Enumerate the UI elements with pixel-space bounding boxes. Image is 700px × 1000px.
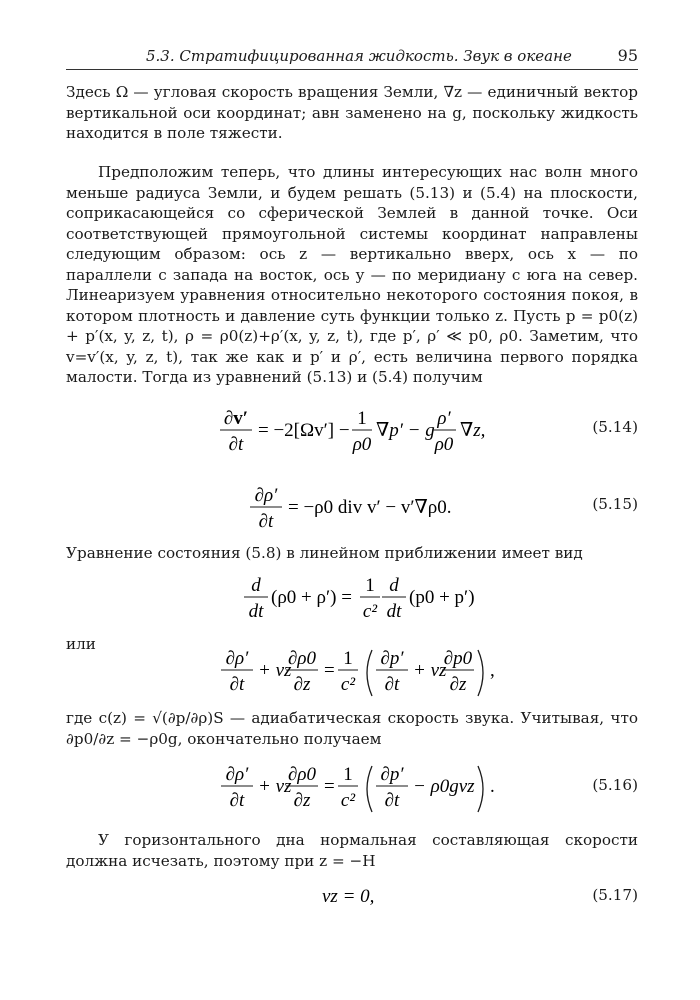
- paragraph-3: Уравнение состояния (5.8) в линейном приближении имеет вид: [66, 544, 583, 562]
- eq17-body: vz = 0,: [322, 886, 375, 907]
- eq14-frac2-num: ρ′: [437, 408, 451, 429]
- eqo-f2-den: ∂z: [293, 674, 311, 695]
- eqo-f5-num: ∂p0: [443, 648, 473, 669]
- equation-5-17: [0, 882, 700, 926]
- equation-5-14: [0, 408, 700, 455]
- eqs-a-num: d: [251, 575, 261, 596]
- eq15-rhs: = −ρ0 div v′ − v′∇ρ0.: [288, 497, 452, 518]
- eq14-rhs-c: ∇z,: [460, 420, 486, 441]
- eqs-a-den: dt: [248, 601, 264, 622]
- eq14-frac1-den: ρ0: [352, 434, 372, 455]
- eqo-paren-right: [478, 650, 483, 696]
- paragraph-2: Предположим теперь, что длины интересующих нас волн много меньше радиуса Земли, и будем решать (5.13) и (5.4) на плоскости, соприкасающейся со сферической Землей в данной точке. Оси соответствующей прямоугольной системы координат направлены следующим образом: ось z — вертикально вверх, ось x — по параллели с запада на восток, ось y — по меридиану с юга на север. Линеаризуем уравнения относительно некоторого состояния покоя, в котором плотность и давление суть функции только z. Пусть p = p0(z) + p′(x, y, z, t), ρ = ρ0(z)+ρ′(x, y, z, t), где p′, ρ′ ≪ p0, ρ0. Заметим, что v=v′(x, y, z, t), так же как и p′ и ρ′, есть величина первого порядка малости. Тогда из уравнений (5.13) и (5.4) получим: [66, 163, 638, 386]
- eq16-op1: + vz: [258, 776, 292, 797]
- eq16-f2-num: ∂ρ0: [287, 764, 317, 785]
- equation-5-15: [0, 485, 700, 532]
- equation-state-formula: [0, 575, 620, 625]
- equation-5-16: [0, 764, 700, 811]
- eq15-lhs-den: ∂t: [258, 511, 274, 532]
- eqo-f1-den: ∂t: [229, 674, 245, 695]
- eq16-f1-num: ∂ρ′: [225, 764, 249, 785]
- eq16-f2-den: ∂z: [293, 790, 311, 811]
- eqo-f2-num: ∂ρ0: [287, 648, 317, 669]
- equation-5-14-formula: [0, 408, 620, 458]
- eq14-lhs-num: ∂v′: [223, 408, 249, 429]
- equation-or: [0, 648, 700, 695]
- eqo-f3-num: 1: [343, 648, 353, 669]
- paragraph-1: Здесь Ω — угловая скорость вращения Земли, ∇z — единичный вектор вертикальной оси координат; aвн заменено на g, поскольку жидкость находится в поле тяжести.: [66, 83, 638, 142]
- eqs-b-den: c²: [362, 601, 378, 622]
- eqo-f4-den: ∂t: [384, 674, 400, 695]
- equation-5-16-formula: [0, 764, 620, 818]
- eqo-op1: + vz: [258, 660, 292, 681]
- paragraph-or: или: [66, 635, 96, 653]
- equation-5-15-formula: [0, 485, 620, 535]
- eqo-f5-den: ∂z: [449, 674, 467, 695]
- eq16-eq: =: [324, 776, 335, 797]
- equation-number-5-16: (5.16): [592, 776, 638, 794]
- eq14-frac1-num: 1: [357, 408, 367, 429]
- eqo-f1-num: ∂ρ′: [225, 648, 249, 669]
- header-rule: [66, 69, 638, 70]
- eq15-lhs-num: ∂ρ′: [254, 485, 278, 506]
- eqs-b-num: 1: [365, 575, 375, 596]
- page-number: 95: [617, 46, 638, 65]
- eq14-rhs-b: ∇p′ − g: [376, 420, 435, 441]
- equation-number-5-17: (5.17): [592, 886, 638, 904]
- eq14-lhs-den: ∂t: [228, 434, 244, 455]
- equation-state: [0, 575, 700, 622]
- eqo-op2: + vz: [413, 660, 447, 681]
- running-title: 5.3. Стратифицированная жидкость. Звук в океане: [146, 47, 572, 65]
- eqs-c-body: (p0 + p′): [409, 587, 475, 608]
- eq16-tail: .: [490, 776, 495, 797]
- eq16-f4-den: ∂t: [384, 790, 400, 811]
- eqs-a-body: (ρ0 + ρ′) =: [271, 587, 352, 608]
- equation-number-5-14: (5.14): [592, 418, 638, 436]
- paragraph-5: У горизонтального дна нормальная составляющая скорости должна исчезать, поэтому при z = −H: [66, 831, 638, 870]
- eqo-f4-num: ∂p′: [380, 648, 404, 669]
- eq14-frac2-den: ρ0: [434, 434, 454, 455]
- running-header: [66, 44, 638, 68]
- eqo-paren-left: [367, 650, 372, 696]
- eq16-paren-left: [367, 766, 372, 812]
- eqs-c-den: dt: [386, 601, 402, 622]
- equation-5-17-formula: [0, 882, 620, 912]
- eqo-eq: =: [324, 660, 335, 681]
- eq16-f3-num: 1: [343, 764, 353, 785]
- equation-or-formula: [0, 648, 620, 702]
- eqs-c-num: d: [389, 575, 399, 596]
- equation-number-5-15: (5.15): [592, 495, 638, 513]
- eq16-paren-right: [478, 766, 483, 812]
- eq16-f3-den: c²: [340, 790, 356, 811]
- eqo-tail: ,: [490, 660, 495, 681]
- eq16-tail-in: − ρ0gvz: [413, 776, 475, 797]
- paragraph-4: где c(z) = √(∂p/∂ρ)S — адиабатическая скорость звука. Учитывая, что ∂p0/∂z = −ρ0g, окончательно получаем: [66, 709, 638, 748]
- eqo-f3-den: c²: [340, 674, 356, 695]
- eq16-f4-num: ∂p′: [380, 764, 404, 785]
- eq16-f1-den: ∂t: [229, 790, 245, 811]
- eq14-rhs-a: = −2[Ωv′] −: [258, 420, 350, 441]
